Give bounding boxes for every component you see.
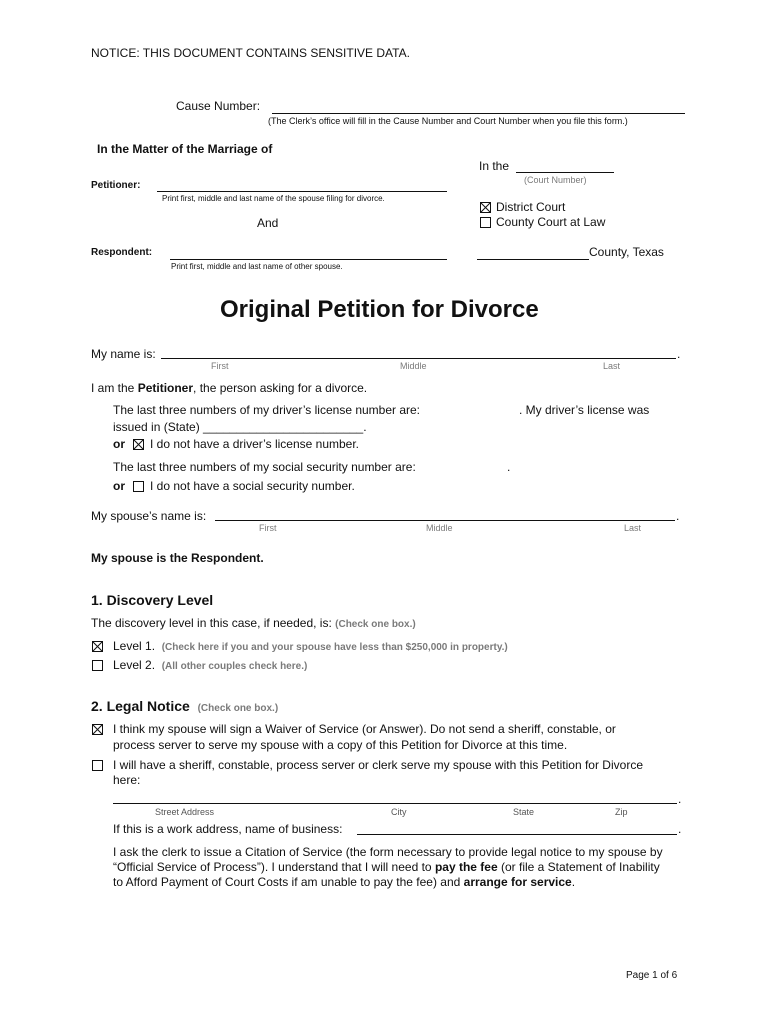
- respondent-label: Respondent:: [91, 247, 153, 258]
- citation-line-3: to Afford Payment of Court Costs if am unable to pay the fee) and arrange for service.: [113, 875, 576, 889]
- spouse-name-first-hint: First: [259, 523, 277, 533]
- court-number-hint: (Court Number): [524, 175, 587, 185]
- my-name-middle-hint: Middle: [400, 361, 427, 371]
- drivers-license-text: The last three numbers of my driver’s license number are:: [113, 403, 421, 417]
- discovery-intro: The discovery level in this case, if needed, is: (Check one box.): [91, 616, 416, 630]
- sensitive-data-notice: NOTICE: THIS DOCUMENT CONTAINS SENSITIVE DATA.: [91, 46, 410, 60]
- drivers-license-was-text: . My driver’s license was: [519, 403, 650, 417]
- or-label-dl: or: [113, 437, 125, 451]
- waiver-checkbox[interactable]: [92, 724, 103, 735]
- business-name-field[interactable]: [357, 834, 677, 835]
- legal-notice-heading: 2. Legal Notice (Check one box.): [91, 698, 279, 714]
- serve-checkbox[interactable]: [92, 760, 103, 771]
- zip-hint: Zip: [615, 807, 628, 817]
- level-2-checkbox[interactable]: [92, 660, 103, 671]
- level-1-checkbox[interactable]: [92, 641, 103, 652]
- citation-line-1: I ask the clerk to issue a Citation of Service (the form necessary to provide legal notice to my spouse by: [113, 845, 663, 859]
- waiver-line-1: I think my spouse will sign a Waiver of Service (or Answer). Do not send a sheriff, constable, or: [113, 722, 616, 736]
- petitioner-name-field[interactable]: [157, 191, 447, 192]
- waiver-line-2: process server to serve my spouse with a copy of this Petition for Divorce at this time.: [113, 738, 568, 752]
- no-ssn-checkbox[interactable]: [133, 481, 144, 492]
- state-hint: State: [513, 807, 535, 817]
- my-name-last-hint: Last: [603, 361, 621, 371]
- street-address-hint: Street Address: [155, 807, 215, 817]
- no-ssn-label: I do not have a social security number.: [150, 479, 355, 493]
- district-court-label: District Court: [496, 200, 566, 214]
- spouse-name-label: My spouse’s name is:: [91, 509, 207, 523]
- spouse-name-last-hint: Last: [624, 523, 642, 533]
- page-number: Page 1 of 6: [626, 970, 678, 981]
- work-address-label: If this is a work address, name of business:: [113, 822, 343, 836]
- my-name-first-hint: First: [211, 361, 229, 371]
- discovery-level-heading: 1. Discovery Level: [91, 592, 214, 608]
- respondent-statement: My spouse is the Respondent.: [91, 551, 264, 565]
- ssn-text: The last three numbers of my social security number are:: [113, 460, 416, 474]
- county-court-checkbox[interactable]: [480, 217, 491, 228]
- ssn-period: .: [507, 460, 511, 474]
- issued-in-state: issued in (State) ________________________.: [113, 420, 367, 434]
- level-2-option: Level 2. (All other couples check here.): [113, 658, 308, 672]
- petitioner-hint: Print first, middle and last name of the spouse filing for divorce.: [162, 194, 385, 203]
- or-label-ssn: or: [113, 479, 125, 493]
- citation-line-2: “Official Service of Process”). I understand that I will need to pay the fee (or file a Statement of Inability: [113, 860, 660, 874]
- serve-line-2: here:: [113, 773, 141, 787]
- level-1-option: Level 1. (Check here if you and your spouse have less than $250,000 in property.): [113, 639, 508, 653]
- serve-line-1: I will have a sheriff, constable, process server or clerk serve my spouse with this Petition for Divorce: [113, 758, 643, 772]
- county-court-label: County Court at Law: [496, 215, 606, 229]
- spouse-name-field[interactable]: [215, 520, 675, 521]
- petitioner-statement: I am the Petitioner, the person asking for a divorce.: [91, 381, 368, 395]
- cause-number-hint: (The Clerk’s office will fill in the Cause Number and Court Number when you file this form.): [268, 116, 628, 126]
- respondent-hint: Print first, middle and last name of other spouse.: [171, 262, 343, 271]
- page-title: Original Petition for Divorce: [220, 296, 539, 323]
- and-label: And: [257, 216, 279, 230]
- respondent-name-field[interactable]: [170, 259, 447, 260]
- petitioner-label: Petitioner:: [91, 180, 141, 191]
- city-hint: City: [391, 807, 407, 817]
- district-court-checkbox[interactable]: [480, 202, 491, 213]
- court-number-field[interactable]: [516, 172, 614, 173]
- cause-number-label: Cause Number:: [176, 99, 261, 113]
- county-field[interactable]: [477, 259, 589, 260]
- matter-heading: In the Matter of the Marriage of: [97, 142, 273, 156]
- service-address-field[interactable]: [113, 803, 677, 804]
- my-name-label: My name is:: [91, 347, 156, 361]
- spouse-name-middle-hint: Middle: [426, 523, 453, 533]
- my-name-field[interactable]: [161, 358, 676, 359]
- no-drivers-license-checkbox[interactable]: [133, 439, 144, 450]
- in-the-label: In the: [479, 159, 510, 173]
- cause-number-field[interactable]: [272, 113, 685, 114]
- no-drivers-license-label: I do not have a driver’s license number.: [150, 437, 360, 451]
- county-texas-label: County, Texas: [589, 245, 664, 259]
